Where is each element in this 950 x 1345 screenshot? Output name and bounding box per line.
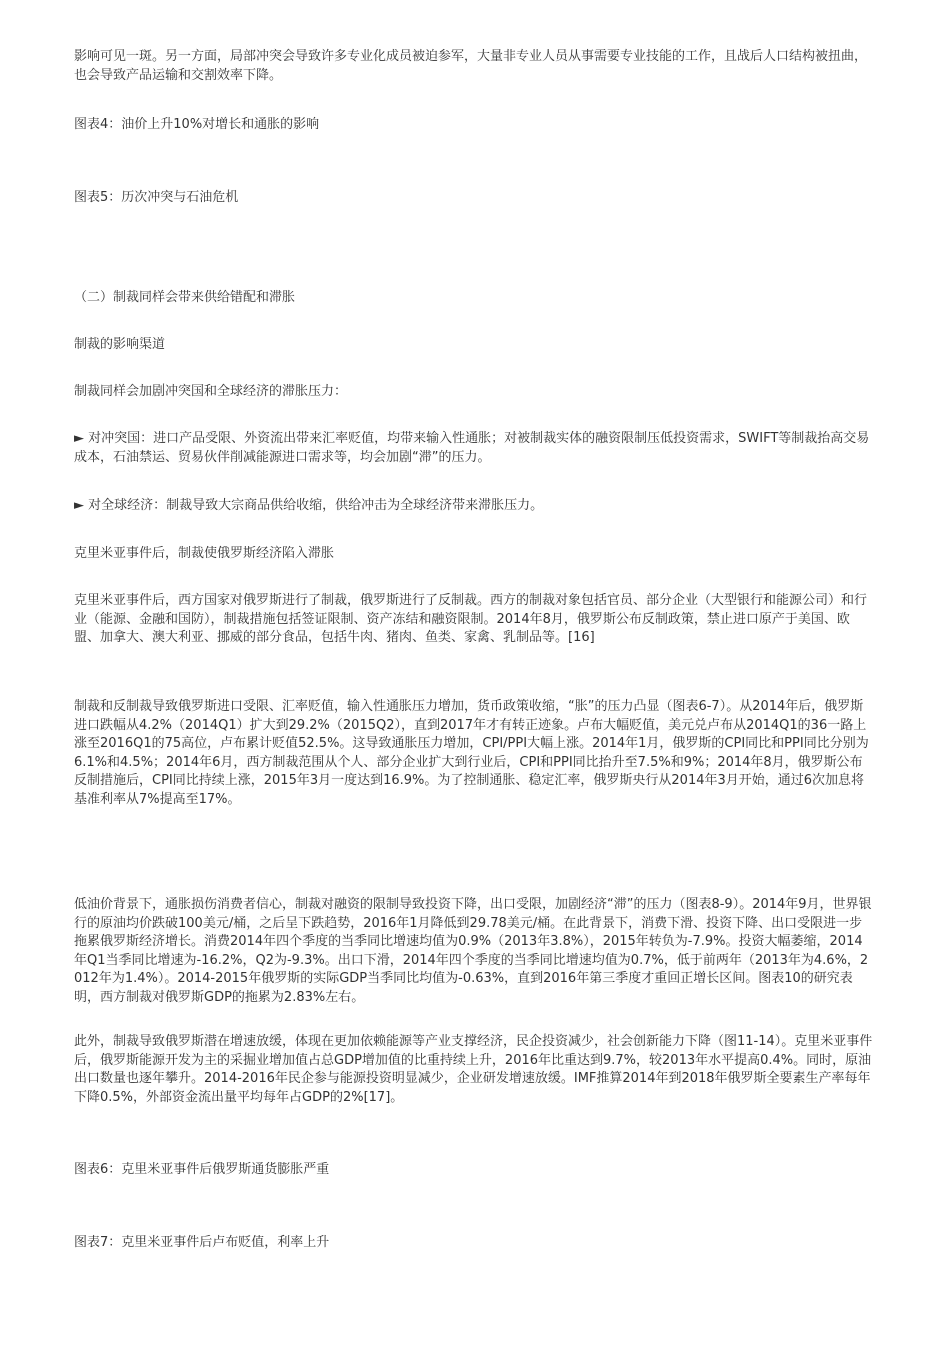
- bullet-conflict-country: ► 对冲突国：进口产品受限、外资流出带来汇率贬值，均带来输入性通胀；对被制裁实体的融资限制压低投资需求，SWIFT等制裁抬高交易成本，石油禁运、贸易伙伴削减能源进口需求等，均会加剧“滞”的压力。: [74, 431, 870, 465]
- paragraph-war-impact: 影响可见一斑。另一方面，局部冲突会导致许多专业化成员被迫参军，大量非专业人员从事需要专业技能的工作，且战后人口结构被扭曲，也会导致产品运输和交割效率下降。: [74, 49, 868, 83]
- subheading-channels: 制裁的影响渠道: [74, 337, 166, 352]
- bullet-global-economy: ► 对全球经济：制裁导致大宗商品供给收缩，供给冲击为全球经济带来滞胀压力。: [74, 498, 544, 513]
- figure-caption-5: 图表5：历次冲突与石油危机: [74, 190, 239, 205]
- section-heading-sanctions: （二）制裁同样会带来供给错配和滞胀: [74, 290, 296, 305]
- paragraph-inflation: 制裁和反制裁导致俄罗斯进口受限、汇率贬值，输入性通胀压力增加，货币政策收缩，“胀”的压力凸显（图表6-7）。从2014年后，俄罗斯进口跌幅从4.2%（2014Q1）扩大到29.2%（2015Q2），直到2017年才有转正迹象。卢布大幅贬值，美元兑卢布从2014Q1的36一路上涨至2016Q1的75高位，卢布累计贬值52.5%。这导致通胀压力增加，CPI/PPI大幅上涨。2014年1月，俄罗斯的CPI同比和PPI同比分别为6.1%和4.5%；2014年6月，西方制裁范围从个人、部分企业扩大到行业后，CPI和PPI同比抬升至7.5%和9%；2014年8月，俄罗斯公布反制措施后，CPI同比持续上涨，2015年3月一度达到16.9%。为了控制通胀、稳定汇率，俄罗斯央行从2014年3月开始，通过6次加息将基准利率从7%提高至17%。: [74, 699, 869, 807]
- paragraph-potential-growth: 此外，制裁导致俄罗斯潜在增速放缓，体现在更加依赖能源等产业支撑经济，民企投资减少，社会创新能力下降（图11-14）。克里米亚事件后，俄罗斯能源开发为主的采掘业增加值占总GDP增加值的比重持续上升，2016年比重达到9.7%，较2013年水平提高0.4%。同时，原油出口数量也逐年攀升。2014-2016年民企参与能源投资明显减少，企业研发增速放缓。IMF推算2014年到2018年俄罗斯全要素生产率每年下降0.5%，外部资金流出量平均每年占GDP的2%[17]。: [74, 1034, 873, 1105]
- figure-caption-6: 图表6：克里米亚事件后俄罗斯通货膨胀严重: [74, 1162, 330, 1177]
- figure-caption-7: 图表7：克里米亚事件后卢布贬值，利率上升: [74, 1235, 330, 1250]
- subheading-crimea: 克里米亚事件后，制裁使俄罗斯经济陷入滞胀: [74, 546, 335, 561]
- paragraph-crimea-sanctions: 克里米亚事件后，西方国家对俄罗斯进行了制裁，俄罗斯进行了反制裁。西方的制裁对象包括官员、部分企业（大型银行和能源公司）和行业（能源、金融和国防），制裁措施包括签证限制、资产冻结和融资限制。2014年8月，俄罗斯公布反制政策，禁止进口原产于美国、欧盟、加拿大、澳大利亚、挪威的部分食品，包括牛肉、猪肉、鱼类、家禽、乳制品等。[16]: [74, 593, 868, 645]
- paragraph-stagflation-pressure: 制裁同样会加剧冲突国和全球经济的滞胀压力：: [74, 384, 348, 399]
- figure-caption-4: 图表4：油价上升10%对增长和通胀的影响: [74, 117, 320, 132]
- paragraph-stagnation: 低油价背景下，通胀损伤消费者信心，制裁对融资的限制导致投资下降，出口受限，加剧经济“滞”的压力（图表8-9）。2014年9月，世界银行的原油均价跌破100美元/桶，之后呈下跌趋势，2016年1月降低到29.78美元/桶。在此背景下，消费下滑、投资下降、出口受限进一步拖累俄罗斯经济增长。消费2014年四个季度的当季同比增速均值为0.9%（2013年3.8%），2015年转负为-7.9%。投资大幅萎缩，2014年Q1当季同比增速为-16.2%，Q2为-9.3%。出口下滑，2014年四个季度的当季同比增速均值为0.7%，低于前两年（2013年为4.6%，2012年为1.4%）。2014-2015年俄罗斯的实际GDP当季同比均值为-0.63%，直到2016年第三季度才重回正增长区间。图表10的研究表明，西方制裁对俄罗斯GDP的拖累为2.83%左右。: [74, 897, 872, 1005]
